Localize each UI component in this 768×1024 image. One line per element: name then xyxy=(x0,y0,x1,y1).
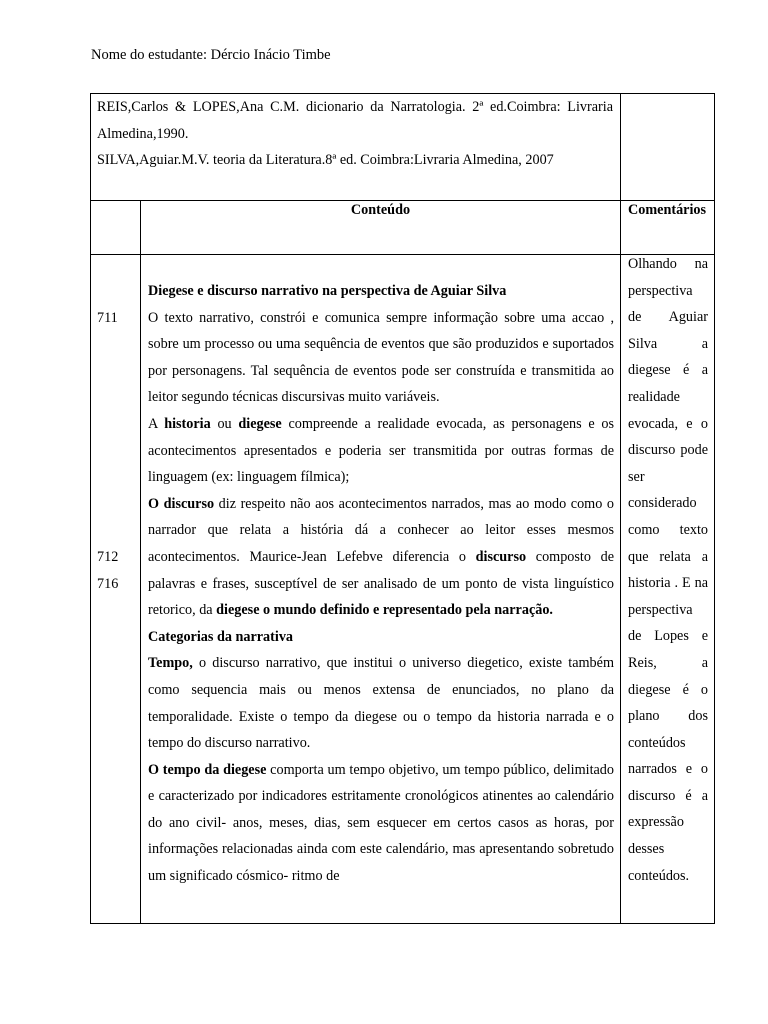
paragraph-historia-diegese: A historia ou diegese compreende a realidade evocada, as personagens e os acontecimentos apresentados e poderia ser transmitida por outras formas de linguagem (ex: linguagem fílmica); xyxy=(148,415,615,486)
paragraph-tempo: Tempo, o discurso narrativo, que institui o universo diegetico, existe também como sequencia mais ou menos extensa de enunciados, no plano da temporalidade. Existe o tempo da diegese ou o tempo da historia narrada e o tempo do discurso narrativo. xyxy=(148,655,614,752)
student-name: Nome do estudante: Dércio Inácio Timbe xyxy=(91,47,331,63)
reference-reis-lopes: REIS,Carlos & LOPES,Ana C.M. dicionario da Narratologia. 2ª ed.Coimbra: Livraria Almedina,1990. xyxy=(97,99,613,142)
column-divider-pages xyxy=(140,200,141,924)
row-divider-body xyxy=(90,254,715,255)
page-number: 712 xyxy=(97,549,119,565)
page-number: 711 xyxy=(97,310,118,326)
paragraph-narrative-text: O texto narrativo, constrói e comunica sempre informação sobre uma accao , sobre um processo ou uma sequência de eventos que são produzidos e suportados por personagens. Tal sequência de eventos pode ser construída e transmitida ao leitor segundo técnicas discursivas muito variáveis. xyxy=(148,309,614,406)
content-cell xyxy=(148,278,614,890)
paragraph-discurso: O discurso diz respeito não aos acontecimentos narrados, mas ao modo como o narrador que relata a história dá a conhecer ao leitor esses mesmos acontecimentos. Maurice-Jean Lefebve diferencia o discurso composto de palavras e frases, susceptível de ser analisado de um ponto de vista linguístico retorico, da diegese o mundo definido e representado pela narração. xyxy=(148,495,615,619)
comments-header: Comentários xyxy=(628,202,707,218)
paragraph-tempo-diegese: O tempo da diegese comporta um tempo objetivo, um tempo público, delimitado e caracterizado por indicadores estritamente cronológicos atinentes ao calendário do ano civil- anos, meses, dias, sem esquecer em certos casos as horas, por informações relacionadas ainda com este calendário, mas apresentando sobretudo um significado cósmico- ritmo de xyxy=(148,761,614,885)
reference-silva: SILVA,Aguiar.M.V. teoria da Literatura.8ª ed. Coimbra:Livraria Almedina, 2007 xyxy=(97,152,554,169)
comment-cell: Olhando na perspectiva de Aguiar Silva a diegese é a realidade evocada, e o discurso pode ser considerado como texto que relata a historia . E na perspectiva de Lopes e Reis, a diegese é o plano dos conteúdos narrados e o discurso é a expressão desses conteúdos. xyxy=(628,256,708,884)
column-divider-comments xyxy=(620,93,621,924)
content-header: Conteúdo xyxy=(350,202,411,218)
categories-title: Categorias da narrativa xyxy=(148,628,294,645)
section-title: Diegese e discurso narrativo na perspectiva de Aguiar Silva xyxy=(148,283,507,299)
page-number: 716 xyxy=(97,576,119,592)
references-cell xyxy=(97,94,613,174)
